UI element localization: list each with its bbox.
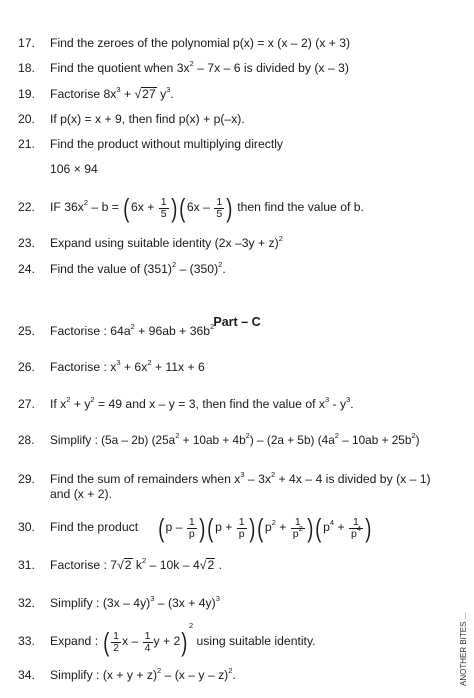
question-text: then find the value of b. — [233, 200, 364, 215]
exponent: 3 — [240, 469, 245, 479]
right-paren: ) — [170, 193, 177, 223]
exponent: 2 — [270, 469, 276, 479]
question-text: . — [232, 668, 236, 682]
fraction — [237, 517, 247, 540]
question-text: + 11x + 6 — [151, 360, 205, 374]
question-20 — [18, 112, 245, 127]
exponent: 2 — [66, 394, 71, 404]
question-text: – 10ab + 25b — [338, 433, 412, 447]
fraction — [159, 197, 169, 220]
question-21 — [18, 137, 283, 152]
variable: p — [264, 520, 272, 535]
question-text: Factorise : 7 — [50, 558, 118, 572]
left-paren: ( — [315, 513, 322, 543]
question-25 — [18, 321, 215, 339]
question-number: 18. — [18, 61, 35, 75]
numerator: 1 — [144, 629, 151, 642]
left-paren: ( — [207, 513, 214, 543]
exponent: 2 — [171, 259, 177, 269]
operator: – — [172, 520, 186, 535]
denominator: 4 — [144, 641, 151, 654]
right-paren: ) — [365, 513, 372, 543]
exponent: 2 — [210, 321, 215, 331]
exponent: 2 — [298, 524, 303, 533]
question-text: y + 2 — [153, 634, 181, 649]
question-27 — [18, 394, 354, 412]
exponent: 2 — [228, 665, 233, 675]
operator: + — [334, 520, 348, 535]
question-17 — [18, 36, 350, 51]
question-21-line2 — [50, 162, 98, 177]
numerator: 1 — [160, 195, 167, 208]
fraction — [291, 517, 305, 540]
question-32 — [18, 593, 220, 611]
left-paren: ( — [257, 513, 264, 543]
question-text: = 49 and x – y = 3, then find the value of x — [94, 397, 325, 411]
question-text: + y — [70, 397, 91, 411]
question-26 — [18, 357, 205, 375]
question-number: 22. — [18, 200, 35, 215]
question-31: 31. Factorise : 7√2 $k^2 - 10k - 4√2$ . — [18, 555, 222, 572]
question-28 — [18, 433, 420, 448]
exponent: 2 — [218, 259, 223, 269]
exponent: 3 — [150, 593, 155, 603]
exponent: 2 — [90, 394, 95, 404]
question-text: Factorise : x — [50, 360, 117, 374]
exponent: 3 — [116, 357, 121, 367]
numerator: 1 — [238, 515, 245, 528]
question-text: + 10ab + 4b — [179, 433, 246, 447]
question-text: – 10k – 4 — [146, 558, 200, 572]
question-text: Factorise 8x — [50, 87, 117, 101]
exponent: 2 — [83, 198, 89, 208]
denominator: 5 — [216, 207, 223, 220]
variable: p — [292, 527, 299, 540]
question-text: If p(x) = x + 9, then find p(x) + p(–x). — [50, 112, 245, 126]
fraction — [349, 517, 363, 540]
side-watermark — [458, 588, 468, 688]
question-text: ) — [415, 433, 420, 447]
numerator: 1 — [216, 195, 223, 208]
numerator: 1 — [291, 517, 305, 529]
question-18 — [18, 58, 349, 76]
question-24 — [18, 259, 226, 277]
question-number: 17. — [18, 36, 35, 50]
question-22 — [18, 195, 364, 221]
exponent: 4 — [356, 524, 361, 533]
exponent: 3 — [324, 394, 330, 404]
exponent: 4 — [329, 518, 335, 528]
question-text: Find the value of (351) — [50, 262, 172, 276]
numerator: 1 — [113, 629, 120, 642]
question-number: 30. — [18, 520, 35, 535]
left-paren: ( — [179, 193, 186, 223]
question-text: Find the zeroes of the polynomial p(x) = x (x – 2) (x + 3) — [50, 36, 351, 50]
question-number: 32. — [18, 596, 35, 610]
question-29 — [18, 469, 450, 502]
operator: + — [221, 520, 236, 535]
question-text-block — [50, 469, 450, 502]
question-text: + 6x — [120, 360, 148, 374]
question-text: Factorise : 64a — [50, 324, 131, 338]
question-text: . — [170, 87, 174, 101]
exponent: 2 — [245, 431, 250, 441]
question-text: . — [350, 397, 354, 411]
question-text: Simplify : (5a – 2b) (25a — [50, 433, 176, 447]
variable: p — [323, 520, 330, 535]
question-text: Expand using suitable identity (2x –3y + z) — [50, 236, 279, 250]
question-number: 23. — [18, 236, 35, 250]
exponent: 2 — [142, 555, 147, 565]
question-number: 19. — [18, 87, 35, 101]
variable: p — [350, 527, 357, 540]
fraction — [143, 631, 153, 654]
question-text: ) – (2a + 5b) (4a — [249, 433, 335, 447]
question-number: 31. — [18, 558, 35, 572]
side-watermark-text: ANOTHER BITES ... — [459, 612, 468, 686]
right-paren: ) — [181, 627, 188, 657]
exponent: 2 — [157, 665, 162, 675]
question-text: – 7x – 6 is divided by (x – 3) — [193, 61, 349, 75]
question-text: – (350) — [176, 262, 219, 276]
question-number: 20. — [18, 112, 35, 126]
question-text: + 96ab + 36b — [134, 324, 211, 338]
exponent: 2 — [334, 431, 339, 441]
exponent: 3 — [346, 394, 351, 404]
denominator: p — [188, 527, 195, 540]
exponent: 3 — [116, 84, 121, 94]
exponent: 3 — [215, 593, 220, 603]
question-text: x – — [122, 634, 142, 649]
question-text: + — [120, 87, 135, 101]
variable: p — [215, 520, 222, 535]
question-text: 6x – — [186, 200, 214, 215]
question-text: + 4x – 4 is divided by (x – 1) and (x + 2). — [50, 472, 431, 501]
question-19: 19. Factorise $8x^3 + √27$ $y^3$. — [18, 84, 174, 101]
question-number: 27. — [18, 397, 35, 411]
sqrt-radicand: 2 — [207, 558, 215, 572]
section-heading: Part – C — [213, 315, 261, 329]
question-text: Expand : — [50, 634, 102, 649]
question-text: – 3x — [244, 472, 271, 486]
left-paren: ( — [158, 513, 165, 543]
exponent: 2 — [189, 58, 194, 68]
question-text: IF 36x — [50, 200, 84, 215]
denominator — [291, 524, 305, 540]
fraction — [187, 517, 197, 540]
numerator: 1 — [188, 515, 195, 528]
question-text: using suitable identity. — [193, 634, 316, 649]
operator: + — [275, 520, 290, 535]
exponent: 3 — [166, 84, 171, 94]
question-23 — [18, 233, 283, 251]
denominator: 5 — [160, 207, 167, 220]
question-number: 28. — [18, 433, 35, 447]
denominator: p — [238, 527, 245, 540]
exponent: 2 — [278, 233, 283, 243]
denominator: 2 — [113, 641, 120, 654]
denominator — [349, 524, 363, 540]
left-paren: ( — [123, 193, 130, 223]
question-text: Find the sum of remainders when x — [50, 472, 241, 486]
exponent: 2 — [411, 431, 416, 441]
question-number: 24. — [18, 262, 35, 276]
question-number: 25. — [18, 324, 35, 338]
question-text: Find the quotient when 3x — [50, 61, 190, 75]
exponent: 2 — [147, 357, 152, 367]
question-text: Simplify : (x + y + z) — [50, 668, 157, 682]
question-34 — [18, 665, 236, 683]
question-text: - y — [329, 397, 347, 411]
fraction — [111, 631, 121, 654]
question-number: 33. — [18, 634, 35, 649]
question-text: . — [222, 262, 226, 276]
question-text: y — [156, 87, 167, 101]
sqrt-radicand: 2 — [124, 558, 132, 572]
exponent: 2 — [130, 321, 135, 331]
question-text: 106 × 94 — [50, 162, 98, 176]
question-33 — [18, 621, 316, 657]
exponent: 2 — [188, 621, 194, 631]
question-text: 6x + — [130, 200, 158, 215]
right-paren: ) — [307, 513, 314, 543]
question-30 — [18, 515, 373, 541]
question-text: Find the product without multiplying directly — [50, 137, 284, 151]
question-text: If x — [50, 397, 67, 411]
right-paren: ) — [199, 513, 206, 543]
question-number: 21. — [18, 137, 35, 151]
question-text: – (x – y – z) — [161, 668, 229, 682]
variable: p — [165, 520, 173, 535]
question-text: k — [132, 558, 143, 572]
exponent: 2 — [175, 431, 180, 441]
question-text: – (3x + 4y) — [154, 596, 216, 610]
question-text: Simplify : (3x – 4y) — [50, 596, 151, 610]
question-text: . — [215, 558, 222, 572]
exponent: 2 — [271, 518, 276, 528]
question-text: – b = — [88, 200, 123, 215]
question-text: Find the product — [50, 520, 139, 535]
question-number: 29. — [18, 472, 35, 486]
sqrt-radicand: 27 — [142, 87, 156, 101]
fraction — [214, 197, 224, 220]
right-paren: ) — [226, 193, 233, 223]
right-paren: ) — [248, 513, 255, 543]
question-number: 26. — [18, 360, 35, 374]
numerator: 1 — [349, 517, 363, 529]
left-paren: ( — [102, 627, 109, 657]
question-number: 34. — [18, 668, 35, 682]
